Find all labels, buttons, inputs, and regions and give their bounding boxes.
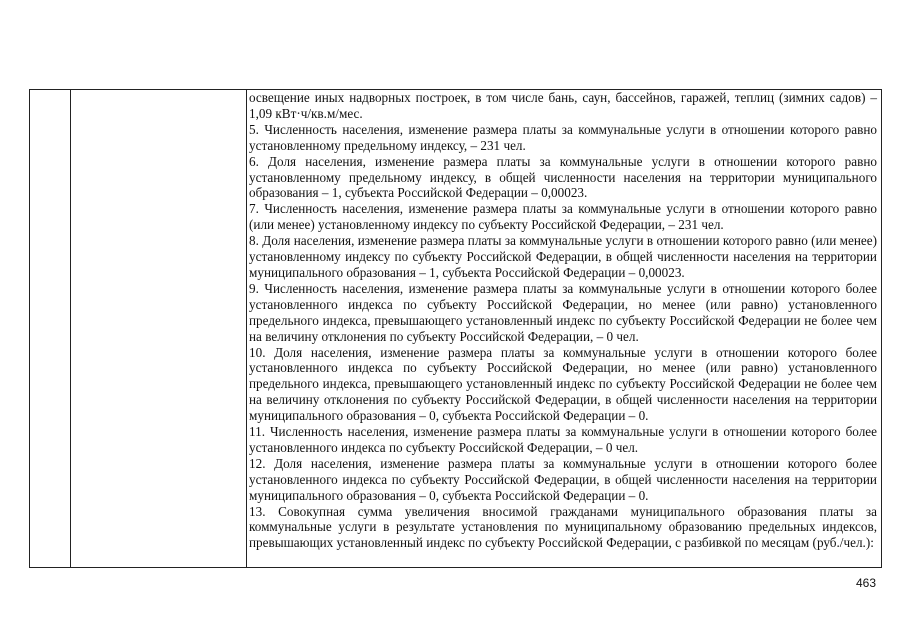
paragraph: 8. Доля населения, изменение размера платы за коммунальные услуги в отношении которого равно (или менее) установленному индексу по субъекту Российской Федерации, в общей численности населения на территории муниципального образования – 1, субъекта Российской Федерации – 0,00023. [249, 233, 877, 280]
paragraph: 12. Доля населения, изменение размера платы за коммунальные услуги в отношении которого более установленного индекса по субъекту Российской Федерации, в общей численности населения на территории муниципального образования – 0, субъекта Российской Федерации – 0. [249, 455, 877, 503]
paragraph: 10. Доля населения, изменение размера платы за коммунальные услуги в отношении которого более установленного индекса по субъекту Российской Федерации, но менее (или равно) установленного предельного индекса, превышающего установленный индекс по субъекту Российской Федерации не более чем на величину отклонения по субъекту Российской Федерации, в общей численности населения на территории муниципального образования – 0, субъекта Российской Федерации – 0. [249, 344, 877, 424]
paragraph: 5. Численность населения, изменение размера платы за коммунальные услуги в отношении которого равно установленному предельному индексу, – 231 чел. [249, 121, 877, 153]
table-column-divider [246, 90, 247, 567]
document-table [29, 89, 882, 568]
page-number: 463 [855, 576, 876, 590]
paragraph: 11. Численность населения, изменение размера платы за коммунальные услуги в отношении которого более установленного индекса по субъекту Российской Федерации, – 0 чел. [249, 424, 877, 455]
paragraph: освещение иных надворных построек, в том числе бань, саун, бассейнов, гаражей, теплиц (зимних садов) – 1,09 кВт·ч/кв.м/мес. [249, 90, 877, 121]
table-text-cell [249, 90, 877, 551]
paragraph: 13. Совокупная сумма увеличения вносимой гражданами муниципального образования платы за коммунальные услуги в результате установления по муниципальному образованию предельных индексов, превышающих установленный индекс по субъекту Российской Федерации, с разбивкой по месяцам (руб./чел.): [249, 503, 877, 551]
paragraph: 7. Численность населения, изменение размера платы за коммунальные услуги в отношении которого равно (или менее) установленному индексу по субъекту Российской Федерации, – 231 чел. [249, 201, 877, 233]
paragraph: 9. Численность населения, изменение размера платы за коммунальные услуги в отношении которого более установленного индекса по субъекту Российской Федерации, но менее (или равно) установленного предельного индекса, превышающего установленный индекс по субъекту Российской Федерации не более чем на величину отклонения по субъекту Российской Федерации, – 0 чел. [249, 280, 877, 344]
paragraph: 6. Доля населения, изменение размера платы за коммунальные услуги в отношении которого равно установленному предельному индексу, в общей численности населения на территории муниципального образования – 1, субъекта Российской Федерации – 0,00023. [249, 153, 877, 201]
table-column-divider [70, 90, 71, 567]
